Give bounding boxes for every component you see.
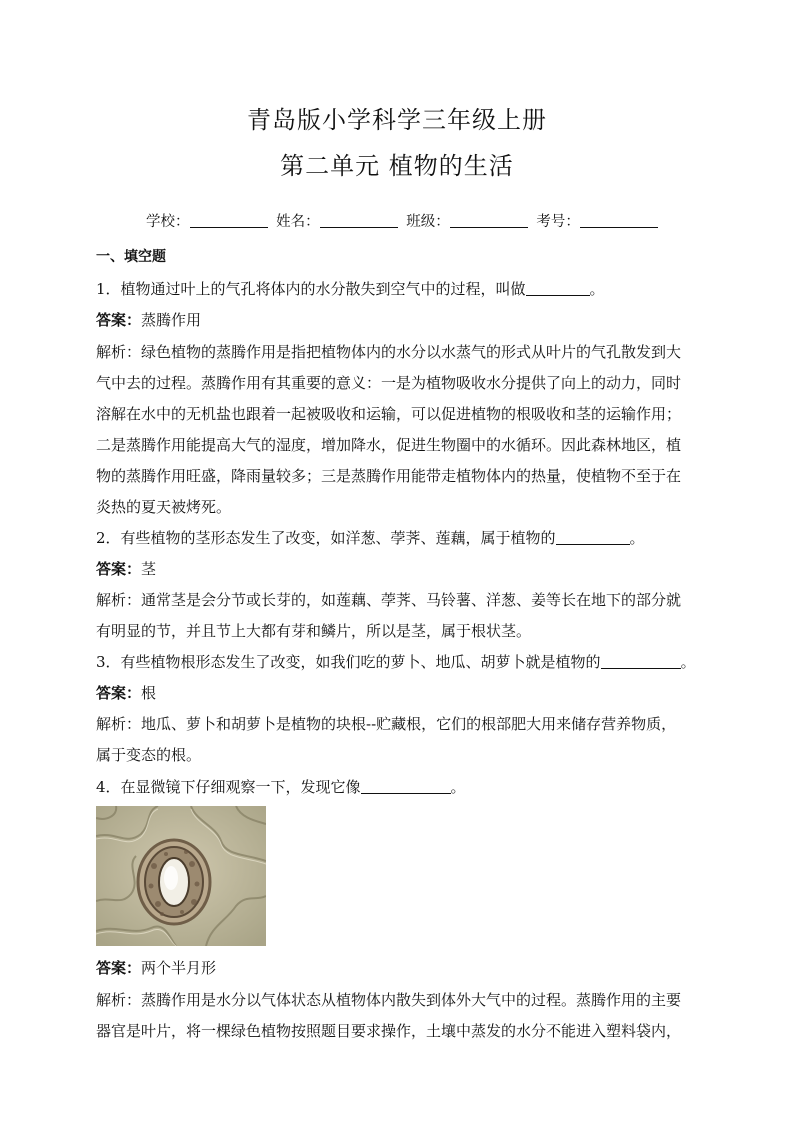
question-3-end: 。 bbox=[680, 653, 696, 671]
section-heading: 一、填空题 bbox=[96, 249, 166, 265]
student-info-row bbox=[146, 210, 662, 231]
answer-label: 答案： bbox=[96, 684, 142, 702]
analysis-1-line: 二是蒸腾作用能提高大气的湿度，增加降水，促进生物圈中的水循环。因此森林地区，植 bbox=[96, 436, 682, 454]
question-2-end: 。 bbox=[629, 529, 645, 547]
answer-1 bbox=[96, 310, 201, 330]
question-2-blank[interactable] bbox=[556, 530, 630, 545]
name-label: 姓名： bbox=[276, 214, 320, 230]
answer-label: 答案： bbox=[96, 959, 142, 977]
analysis-4-line: 器官是叶片，将一棵绿色植物按照题目要求操作，土壤中蒸发的水分不能进入塑料袋内， bbox=[96, 1022, 682, 1040]
answer-label: 答案： bbox=[96, 560, 142, 578]
analysis-1-line: 炎热的夏天被烤死。 bbox=[96, 498, 232, 516]
class-label: 班级： bbox=[406, 214, 450, 230]
answer-1-text: 蒸腾作用 bbox=[141, 311, 202, 329]
analysis-2-line: 有明显的节，并且节上大都有芽和鳞片，所以是茎，属于根状茎。 bbox=[96, 622, 532, 640]
question-4-end: 。 bbox=[450, 778, 466, 796]
question-2-text: 2．有些植物的茎形态发生了改变，如洋葱、荸荠、莲藕，属于植物的 bbox=[96, 529, 556, 547]
stomata-micrograph bbox=[96, 806, 266, 946]
analysis-1-line: 溶解在水中的无机盐也跟着一起被吸收和运输，可以促进植物的根吸收和茎的运输作用； bbox=[96, 405, 682, 423]
question-3-text: 3．有些植物根形态发生了改变，如我们吃的萝卜、地瓜、胡萝卜就是植物的 bbox=[96, 653, 601, 671]
analysis-4-line: 解析：蒸腾作用是水分以气体状态从植物体内散失到体外大气中的过程。蒸腾作用的主要 bbox=[96, 991, 682, 1009]
question-4-blank[interactable] bbox=[361, 779, 451, 794]
analysis-2-line: 解析：通常茎是会分节或长芽的，如莲藕、荸荠、马铃薯、洋葱、姜等长在地下的部分就 bbox=[96, 591, 682, 609]
question-4 bbox=[96, 777, 466, 797]
analysis-3-line: 解析：地瓜、萝卜和胡萝卜是植物的块根--贮藏根，它们的根部肥大用来储存营养物质， bbox=[96, 715, 677, 733]
question-1-blank[interactable] bbox=[526, 281, 590, 296]
question-3 bbox=[96, 652, 696, 672]
answer-4-text: 两个半月形 bbox=[141, 959, 217, 977]
analysis-1-line: 物的蒸腾作用旺盛，降雨量较多；三是蒸腾作用能带走植物体内的热量，使植物不至于在 bbox=[96, 467, 682, 485]
answer-3-text: 根 bbox=[141, 684, 157, 702]
answer-2-text: 茎 bbox=[141, 560, 157, 578]
name-blank[interactable] bbox=[320, 213, 398, 228]
analysis-3-line: 属于变态的根。 bbox=[96, 746, 202, 764]
question-1 bbox=[96, 279, 605, 299]
number-blank[interactable] bbox=[580, 213, 658, 228]
school-label: 学校： bbox=[146, 214, 190, 230]
question-1-text: 1．植物通过叶上的气孔将体内的水分散失到空气中的过程，叫做 bbox=[96, 280, 526, 298]
answer-4 bbox=[96, 958, 216, 978]
question-1-end: 。 bbox=[589, 280, 605, 298]
answer-3 bbox=[96, 683, 156, 703]
school-blank[interactable] bbox=[190, 213, 268, 228]
answer-2 bbox=[96, 559, 156, 579]
analysis-1-line: 气中去的过程。蒸腾作用有其重要的意义：一是为植物吸收水分提供了向上的动力，同时 bbox=[96, 374, 682, 392]
number-label: 考号： bbox=[536, 214, 580, 230]
analysis-1-line: 解析：绿色植物的蒸腾作用是指把植物体内的水分以水蒸气的形式从叶片的气孔散发到大 bbox=[96, 343, 682, 361]
unit-title: 第二单元 植物的生活 bbox=[280, 152, 514, 180]
answer-label: 答案： bbox=[96, 311, 142, 329]
document-title: 青岛版小学科学三年级上册 bbox=[247, 106, 547, 134]
question-3-blank[interactable] bbox=[601, 654, 681, 669]
class-blank[interactable] bbox=[450, 213, 528, 228]
question-4-text: 4．在显微镜下仔细观察一下，发现它像 bbox=[96, 778, 361, 796]
question-2 bbox=[96, 528, 645, 548]
